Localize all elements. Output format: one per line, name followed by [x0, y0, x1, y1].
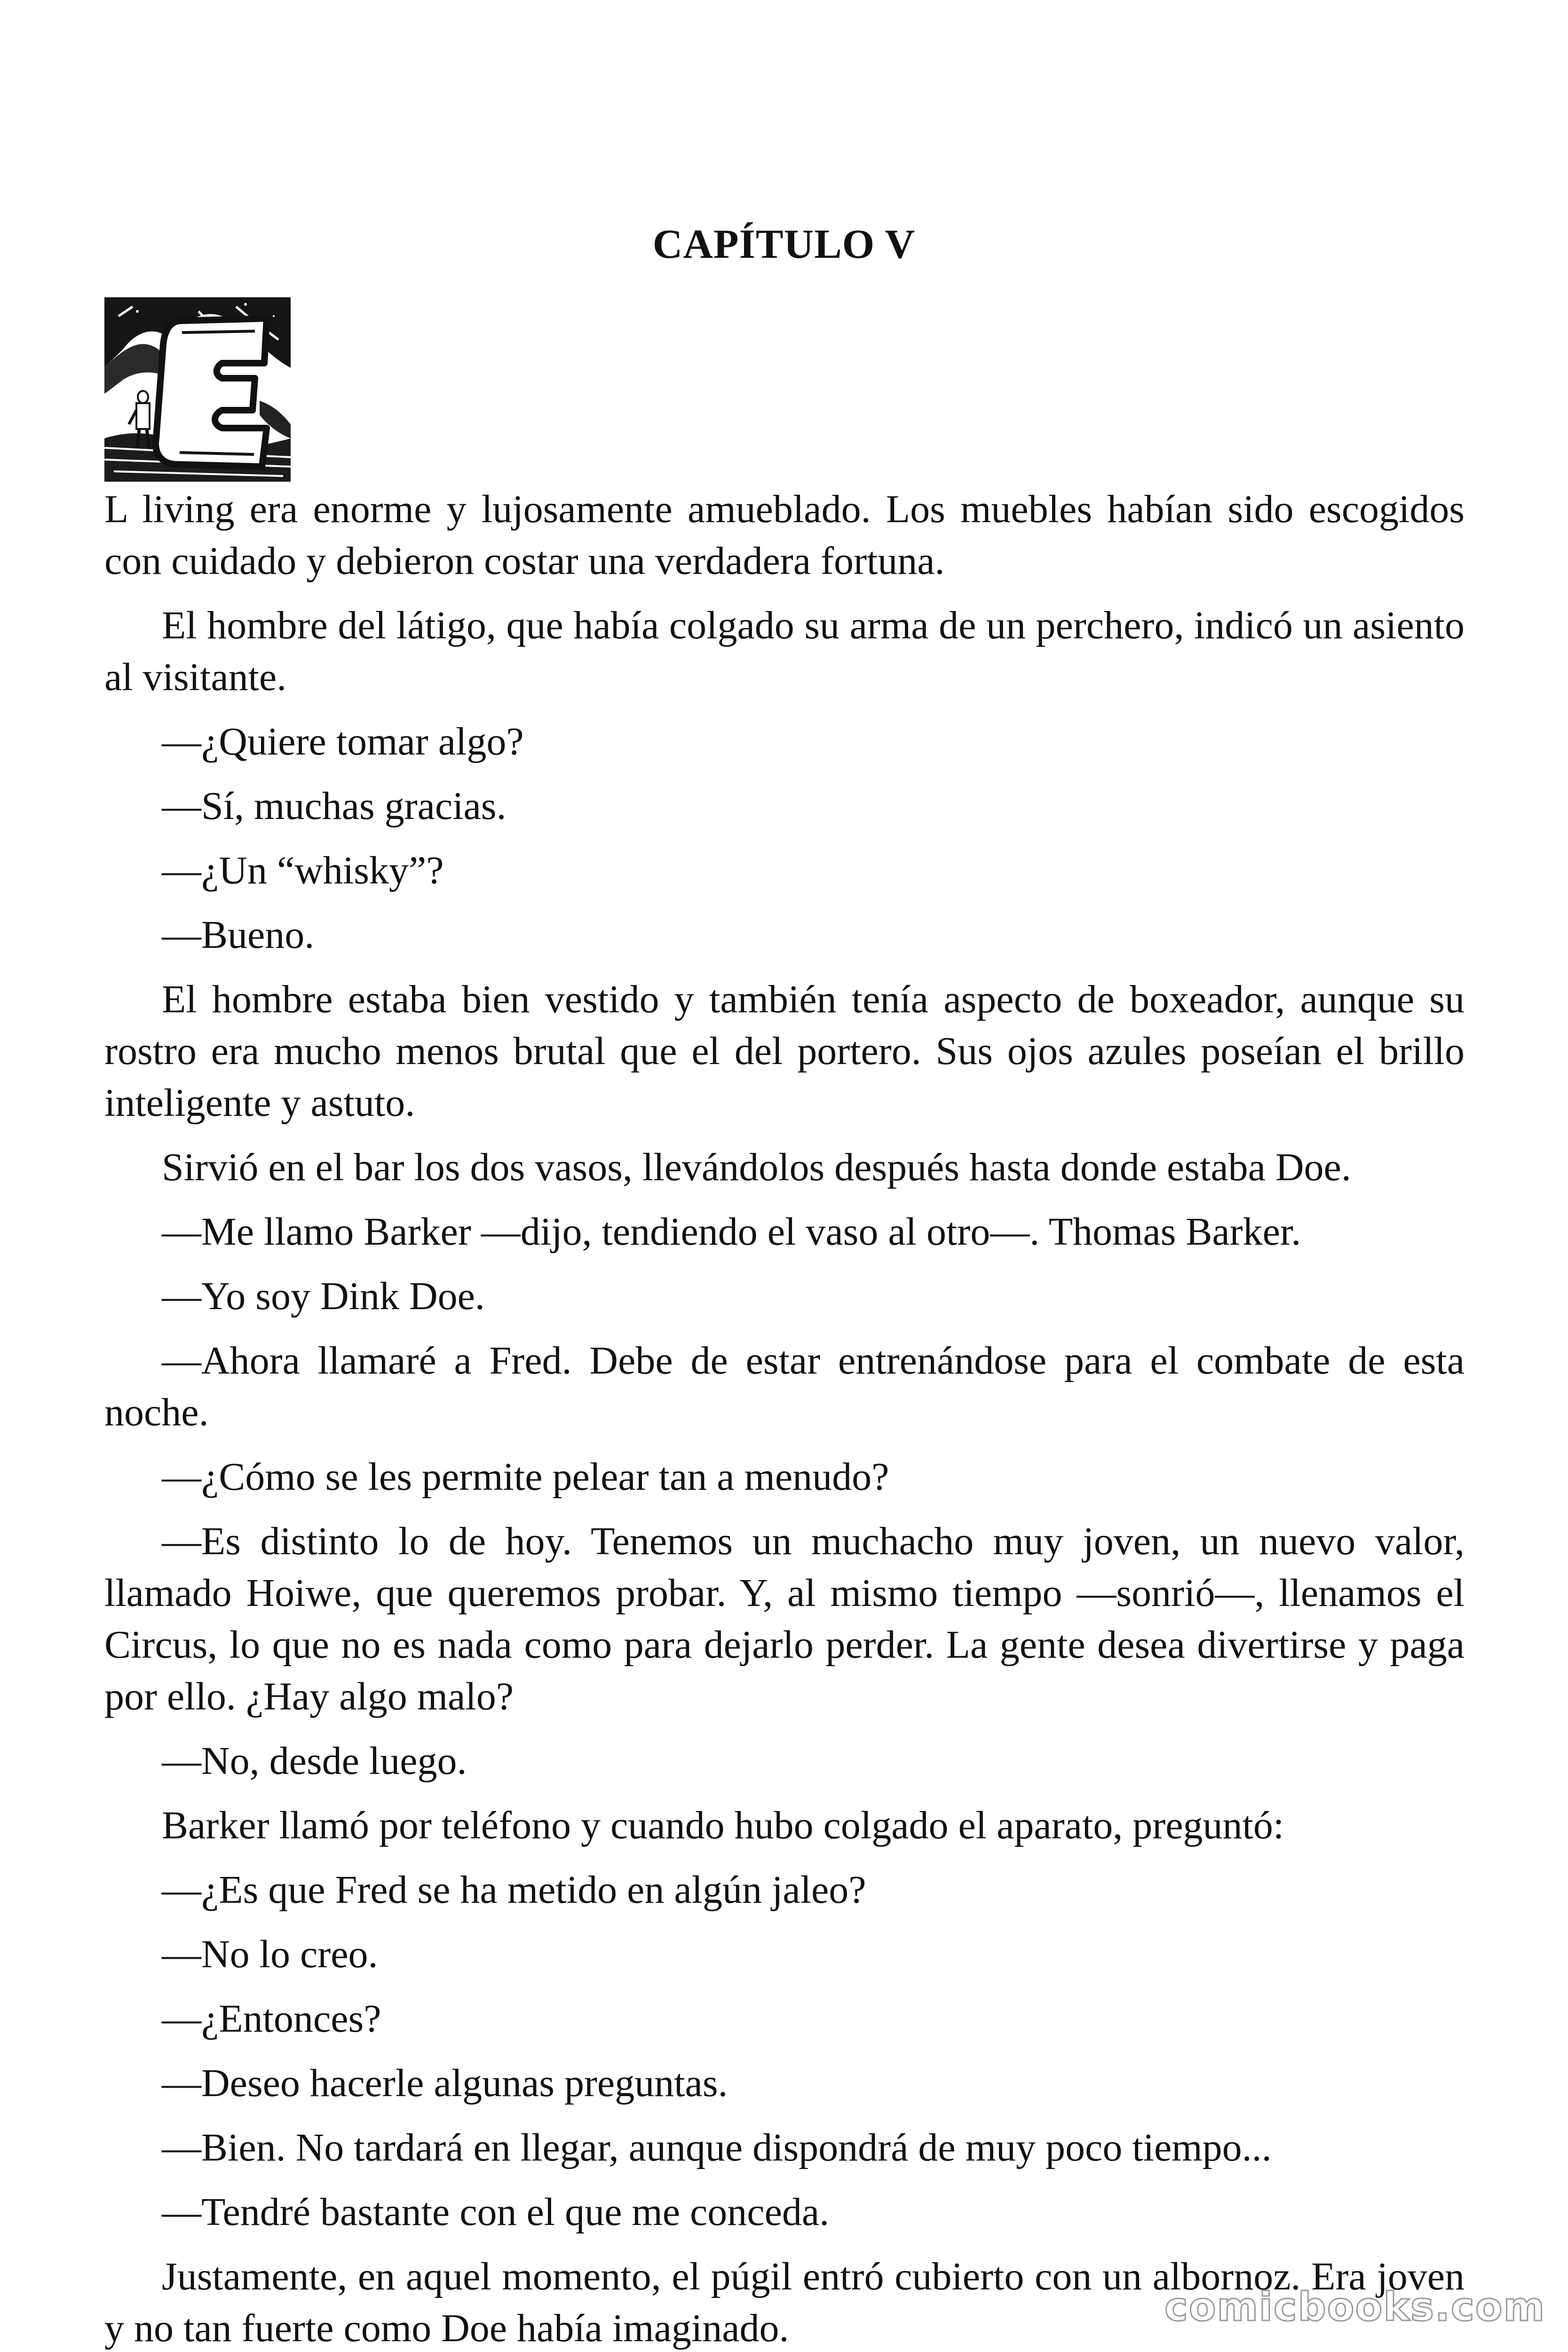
- paragraph: Barker llamó por teléfono y cuando hubo colgado el aparato, preguntó:: [162, 1804, 1284, 1847]
- body-text: [104, 484, 1465, 2352]
- dialogue-line: —Bien. No tardará en llegar, aunque dispondrá de muy poco tiempo...: [162, 2126, 1272, 2169]
- dropcap-letter-shape: [156, 318, 267, 467]
- paragraph: Justamente, en aquel momento, el púgil entró cubierto con un albornoz. Era joven y no tan fuerte como Doe había imaginado.: [104, 2255, 1465, 2350]
- illustrated-dropcap: [104, 297, 291, 482]
- dialogue-line: —Yo soy Dink Doe.: [162, 1274, 485, 1318]
- paragraph: El hombre estaba bien vestido y también tenía aspecto de boxeador, aunque su rostro era mucho menos brutal que el del portero. Sus ojos azules poseían el brillo inteligente y astuto.: [104, 977, 1465, 1125]
- dialogue-line: —¿Un “whisky”?: [162, 849, 444, 892]
- dialogue-line: —Tendré bastante con el que me conceda.: [162, 2190, 830, 2234]
- dialogue-line: —Es distinto lo de hoy. Tenemos un muchacho muy joven, un nuevo valor, llamado Hoiwe, que queremos probar. Y, al mismo tiempo —sonrió—, llenamos el Circus, lo que no es nada como para dejarlo perder. La gente desea divertirse y paga por ello. ¿Hay algo malo?: [104, 1519, 1465, 1718]
- chapter-title: CAPÍTULO V: [652, 221, 916, 267]
- watermark: comicbooks.com: [1164, 2284, 1545, 2330]
- paragraph: El hombre del látigo, que había colgado su arma de un perchero, indicó un asiento al visitante.: [104, 604, 1465, 699]
- paragraph: Sirvió en el bar los dos vasos, llevándolos después hasta donde estaba Doe.: [162, 1145, 1351, 1189]
- dialogue-line: —Sí, muchas gracias.: [162, 784, 507, 828]
- dialogue-line: —¿Es que Fred se ha metido en algún jaleo?: [162, 1868, 866, 1912]
- dialogue-line: —No, desde luego.: [162, 1739, 467, 1783]
- dialogue-line: —¿Entonces?: [162, 1997, 381, 2041]
- dialogue-line: —No lo creo.: [162, 1932, 378, 1976]
- dialogue-line: —Ahora llamaré a Fred. Debe de estar entrenándose para el combate de esta noche.: [104, 1339, 1465, 1434]
- paragraph: L living era enorme y lujosamente amueblado. Los muebles habían sido escogidos con cuidado y debieron costar una verdadera fortuna.: [104, 487, 1465, 583]
- dialogue-line: —Bueno.: [162, 913, 315, 957]
- dialogue-line: —Deseo hacerle algunas preguntas.: [162, 2061, 728, 2105]
- dialogue-line: —¿Quiere tomar algo?: [162, 720, 524, 763]
- dialogue-line: —¿Cómo se les permite pelear tan a menudo?: [162, 1455, 889, 1499]
- dialogue-line: —Me llamo Barker —dijo, tendiendo el vaso al otro—. Thomas Barker.: [162, 1210, 1301, 1254]
